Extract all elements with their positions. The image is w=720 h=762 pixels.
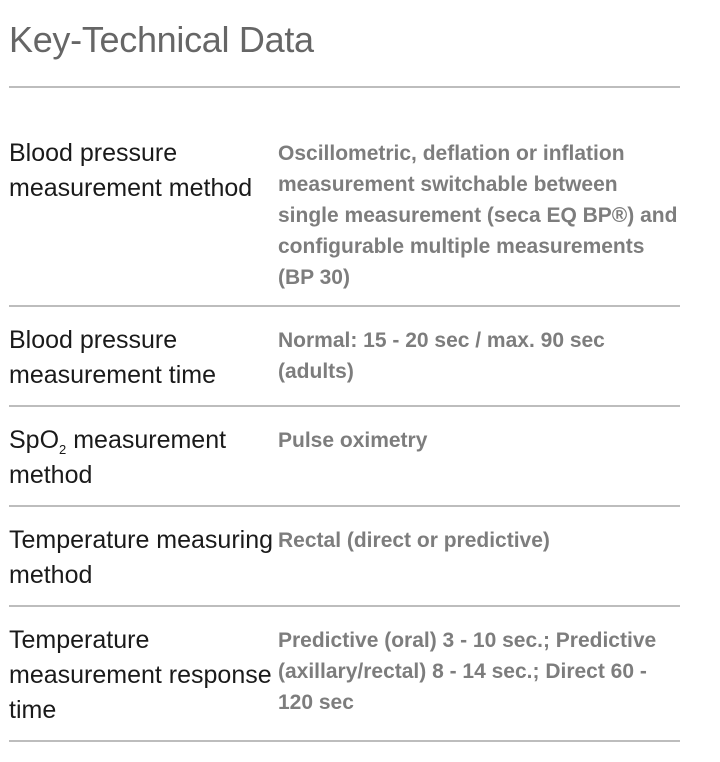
spec-value: Pulse oximetry	[278, 429, 428, 452]
spec-value: Rectal (direct or predictive)	[278, 529, 550, 552]
page-title: Key-Technical Data	[9, 19, 314, 60]
spec-label	[9, 423, 278, 505]
spec-label: Blood pressure measurement method	[9, 139, 253, 202]
spec-row-spo2-method	[9, 407, 680, 507]
spec-value: Predictive (oral) 3 - 10 sec.; Predictive (axillary/rectal) 8 - 14 sec.; Direct 60 - 120 sec	[278, 629, 657, 714]
title-divider	[9, 86, 680, 88]
spec-row-temp-response	[9, 607, 680, 742]
technical-data-table	[9, 124, 680, 742]
spec-row-temp-method	[9, 507, 680, 607]
spec-label: Temperature measurement response time	[9, 626, 272, 724]
spec-value: Oscillometric, deflation or inflation measurement switchable between single measurement (seca EQ BP®) and configurable multiple measurements (BP 30)	[278, 142, 678, 289]
spec-value: Normal: 15 - 20 sec / max. 90 sec (adults)	[278, 329, 605, 383]
spec-label: Temperature measuring method	[9, 526, 274, 589]
spec-label-suffix: measurement method	[9, 426, 227, 489]
spec-label: Blood pressure measurement time	[9, 326, 217, 389]
spec-label-prefix: SpO	[9, 426, 60, 454]
spec-row-bp-method	[9, 124, 680, 307]
spec-label-subscript: 2	[59, 442, 67, 457]
spec-row-bp-time	[9, 307, 680, 407]
